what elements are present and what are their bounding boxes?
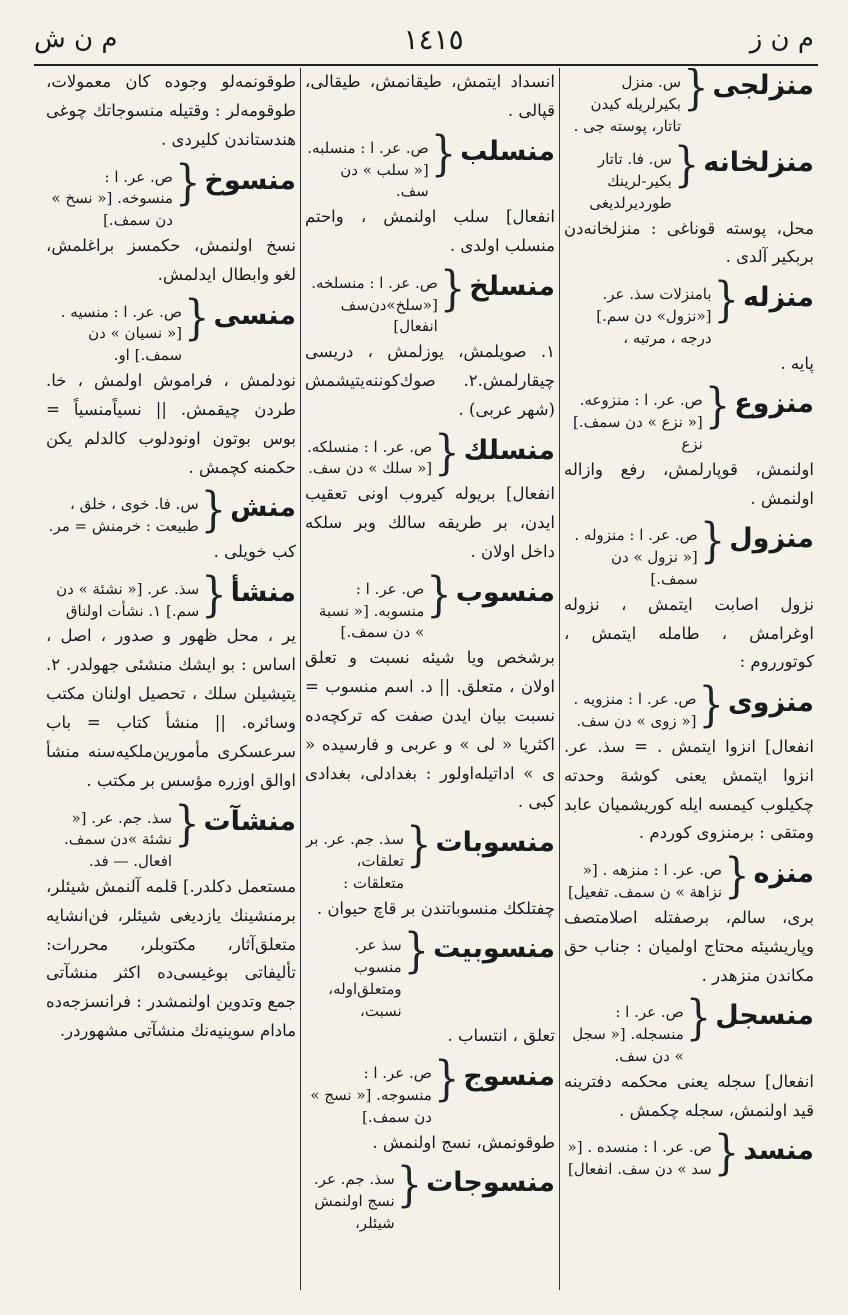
definition-text: انفعال] سلب اولنمش ، واحتم منسلب اولدى . [305, 207, 555, 255]
definition-text: نودلمش ، فراموش اولمش ، خا. طردن چيقمش. || نسياً‌منسياً = بوس بوتون اونودلوب كالدلم يكن حكمنه كچمش . [46, 370, 296, 477]
grammar-note: ص. عر. ا : منسجله. [« سجل » دن سف. [572, 1003, 684, 1065]
brace-mark: { [184, 290, 210, 346]
entry-head [46, 290, 296, 367]
definition-text: برشخص ويا شيئه نسبت و تعلق اولان ، متعلق. || د. اسم منسوب = نسبت بيان ايدن صفت كه تركچه‌ده اكثريا « لى » و عربى و فارسيده « ى » اداتيله‌اولور : بغدادلى، بغدادى كبى . [305, 648, 555, 812]
brace-mark: { [405, 817, 432, 873]
entry-head [46, 482, 296, 538]
dictionary-entry [564, 68, 814, 137]
brace-mark: { [174, 795, 200, 852]
headword: منسوب [455, 576, 555, 608]
grammar-note: ص. عر. ا : منسوجه. [« نسج » دن سمف.] [310, 1064, 432, 1126]
entry-head [305, 817, 555, 894]
dictionary-entry [305, 1051, 555, 1157]
headword: منسد [743, 1135, 814, 1167]
entry-head [305, 923, 555, 1022]
grammar-note: ص. عر. ا : منسلخه. [«سلخ»دن‌سف انفعال] [311, 273, 438, 336]
page-number: ١٤١٥ [403, 22, 464, 56]
headword: منسوخ [204, 164, 296, 196]
entry-head [564, 513, 814, 590]
headword: منزه [753, 858, 814, 890]
header-left-letters: م ن ش [34, 24, 118, 54]
dictionary-entry [46, 567, 296, 796]
entry-head [564, 848, 814, 904]
grammar-note: ص. عر. ا : منسلكه. [« سلك » دن سف. [306, 437, 433, 478]
dictionary-entry [564, 137, 814, 272]
grammar-note: ص. عر. ا : منسوبه. [« نسبة » دن سمف.] [318, 579, 425, 642]
entry-head [46, 795, 296, 873]
definition-text: ير ، محل ظهور و صدور ، اصل ، اساس : بو ايشك منشئى جهولدر. ٢. يتيشيلن سلك ، تحصيل اولنان مكتب وسائره. || منشأ كتاب = باب سرعسكرى مأمورين‌ملكيه‌سنه منشأ اوالق اوزره مؤسس بر مكتب . [46, 626, 296, 790]
brace-mark: { [434, 425, 460, 481]
dictionary-entry [305, 1157, 555, 1234]
brace-mark: { [200, 482, 227, 538]
headword: منزلخانه [703, 147, 814, 179]
entry-head [564, 137, 814, 214]
grammar-note: ص. عر. ا : منسلبه. [« سلب » دن سف. [307, 138, 429, 201]
brace-mark: { [713, 272, 739, 328]
grammar-note: ص. عر. ا : منسيه . [« نسيان » دن سمف.] او. [60, 302, 183, 365]
dictionary-entry [46, 155, 296, 290]
entry-head [564, 378, 814, 455]
dictionary-entry [564, 990, 814, 1125]
definition-text: طوقونمش، نسج اولنمش . [372, 1132, 555, 1152]
brace-mark: { [201, 567, 227, 623]
brace-mark: { [698, 677, 724, 733]
entry-head [564, 677, 814, 733]
definition-text: مستعمل دكلدر.] قلمه آلنمش شيئلر، برمنشينك يازديغى شيئلر، فن‌انشايه متعلق‌آثار، مكتوبلر، محررات: تأليفاتى بوغيسى‌ده اكثر منشآتى جمع وتدوين اولنمشدر : فرانسزجه‌ده مادام سوينيه‌نك منشآتى مشهوردر. [46, 876, 296, 1041]
entry-head [564, 272, 814, 349]
grammar-note: سذ. جم. عر. [« نشئة »دن سمف. افعال. — فد. [63, 808, 173, 870]
headword: منسلخ [469, 270, 555, 302]
headword: منسجل [715, 1000, 814, 1032]
continuation-text: انسداد ايتمش، طيقانمش، طيقالى، قپالى . [305, 72, 555, 120]
dictionary-entry [305, 923, 555, 1051]
grammar-note: ص. عر. ا : منزويه . [« زوى » دن سف. [573, 690, 697, 730]
dictionary-entry [46, 482, 296, 566]
grammar-note: س. فا. خوى ، خلق ، طبيعت : خرمنش = مر. [48, 495, 199, 536]
definition-text: پايه . [780, 353, 814, 373]
brace-mark: { [713, 1125, 740, 1181]
dictionary-entry [564, 848, 814, 990]
definition-text: اولنمش، قوپارلمش، رفع وازاله اولنمش . [564, 459, 814, 508]
brace-mark: { [396, 1157, 423, 1213]
column-left [42, 68, 300, 1290]
brace-mark: { [683, 68, 709, 116]
definition-text: انفعال] سجله يعنى محكمه دفترينه قيد اولنمش، سجله چكمش . [564, 1071, 814, 1120]
definition-text: تعلق ، انتساب . [447, 1026, 555, 1046]
entry-head [305, 126, 555, 203]
dictionary-entry [305, 261, 555, 425]
brace-mark: { [673, 137, 700, 193]
dictionary-entry [305, 817, 555, 923]
grammar-note: سذ. جم. عر. نسج اولنمش شيئلر، [313, 1170, 395, 1232]
header-right-letters: م ن ز [749, 24, 814, 54]
headword: منسوجات [426, 1167, 555, 1199]
grammar-note: سذ. جم. عر. بر تعلقات، متعلقات : [306, 830, 404, 892]
dictionary-entry [564, 378, 814, 513]
column-right [560, 68, 818, 1290]
headword: منزوع [734, 388, 814, 420]
grammar-note: ص. عر. ا : منزهه . [« نزاهة » ن سمف. تفعيل] [567, 861, 723, 901]
brace-mark: { [699, 513, 726, 569]
brace-mark: { [433, 1051, 460, 1107]
entry-head [305, 1051, 555, 1128]
definition-text: انفعال] بريوله كيروب اونى تعقيب ايدن، بر طريقه سالك وبر سلكه داخل اولان . [305, 484, 555, 561]
grammar-note: بامنزلات سذ. عر. [«نزول» دن سم.] درجه ، مرتبه ، [596, 285, 712, 347]
dictionary-entry [305, 567, 555, 818]
entry-head [564, 68, 814, 137]
grammar-note: سذ عر. منسوب ومتعلق‌اوله، نسبت، [328, 936, 402, 1020]
definition-text: نزول اصابت ايتمش ، نزوله اوغرامش ، طامله ايتمش ، كوتورروم : [564, 594, 814, 672]
headword: منسوبيت [433, 933, 555, 965]
definition-text: برى، سالم، برصفتله اصلامتصف وپاريشيئه محتاج اولميان : جناب حق مكاندن منزهدر . [564, 907, 814, 985]
brace-mark: { [724, 848, 750, 904]
headword: منسلب [460, 135, 555, 167]
dictionary-entry [564, 1125, 814, 1181]
header-rule [34, 64, 818, 66]
grammar-note: س. منزل بكيرلريله كيدن تاتار، پوسته جى . [573, 73, 682, 135]
entry-head [305, 1157, 555, 1234]
column-middle [301, 68, 559, 1290]
headword: منشأ [230, 576, 296, 608]
entry-head [46, 155, 296, 232]
entry-head [305, 425, 555, 481]
definition-text: محل، پوسته قوناغى : منزلخانه‌دن بربكير آلدى . [564, 218, 814, 267]
brace-mark: { [704, 378, 731, 434]
headword: منسى [213, 299, 296, 331]
grammar-note: ص. عر. ا : منزوله . [« نزول » دن سمف.] [574, 526, 698, 588]
dictionary-columns [34, 68, 818, 1290]
headword: منزله [742, 282, 814, 314]
brace-mark: { [174, 155, 201, 211]
headword: منسوج [463, 1061, 555, 1093]
dictionary-entry [564, 677, 814, 848]
definition-text: كب خويلى . [213, 541, 296, 561]
brace-mark: { [403, 923, 430, 979]
brace-mark: { [685, 990, 712, 1046]
headword: منسلك [463, 434, 555, 466]
grammar-note: ص. عر. ا : منسوخه. [« نسخ » دن سمف.] [51, 167, 173, 230]
entry-head [564, 1125, 814, 1181]
definition-text: ١. صويلمش، يوزلمش ، دريسى چيقارلمش.٢. صوك‌كوننه‌يتيشمش (شهر عربى) . [305, 342, 555, 419]
column-divider [559, 68, 560, 1290]
page-header [34, 14, 814, 64]
headword: منزلجى [712, 70, 814, 101]
headword: منشآت [203, 805, 296, 837]
headword: منش [230, 492, 296, 524]
entry-head [305, 261, 555, 338]
entry-head [46, 567, 296, 623]
definition-text: نسخ اولنمش، حكمسز براغلمش، لغو وابطال ايدلمش. [46, 235, 296, 284]
dictionary-entry [564, 272, 814, 378]
headword: منزوى [727, 687, 814, 719]
dictionary-entry [46, 795, 296, 1047]
entry-head [564, 990, 814, 1067]
headword: منزول [729, 523, 814, 555]
definition-text: چفتلكك منسوباتندن بر قاچ حيوان . [316, 898, 555, 918]
brace-mark: { [430, 126, 457, 182]
headword: منسوبات [435, 827, 555, 859]
brace-mark: { [426, 567, 452, 623]
grammar-note: سذ. عر. [« نشئة » دن سم.] ١. نشأت اولناق [56, 579, 200, 620]
brace-mark: { [439, 261, 466, 317]
dictionary-entry [305, 126, 555, 261]
continuation-text: طوقونمه‌لو وجوده كان معمولات، طوقومه‌لر : وقتيله منسوجاتك چوغى هندستاندن كليردى . [46, 72, 296, 149]
column-divider [300, 68, 301, 1290]
dictionary-entry [305, 425, 555, 567]
dictionary-entry [46, 290, 296, 483]
definition-text: انفعال] انزوا ايتمش . = سذ. عر. انزوا ايتمش يعنى كوشة وحدته چكيلوب كيمسه ايله كوريشميان عابد ومتقى : برمنزوى كوردم . [564, 736, 814, 843]
grammar-note: ص. عر. ا : منسده . [« سد » دن سف. انفعال] [567, 1138, 712, 1179]
dictionary-entry [564, 513, 814, 677]
grammar-note: س. فا. تاتار بكير-لرينك طورديرلديغى [589, 150, 672, 212]
entry-head [305, 567, 555, 644]
grammar-note: ص. عر. ا : منزوعه. [« نزع » دن سمف.] نزع [573, 391, 703, 453]
